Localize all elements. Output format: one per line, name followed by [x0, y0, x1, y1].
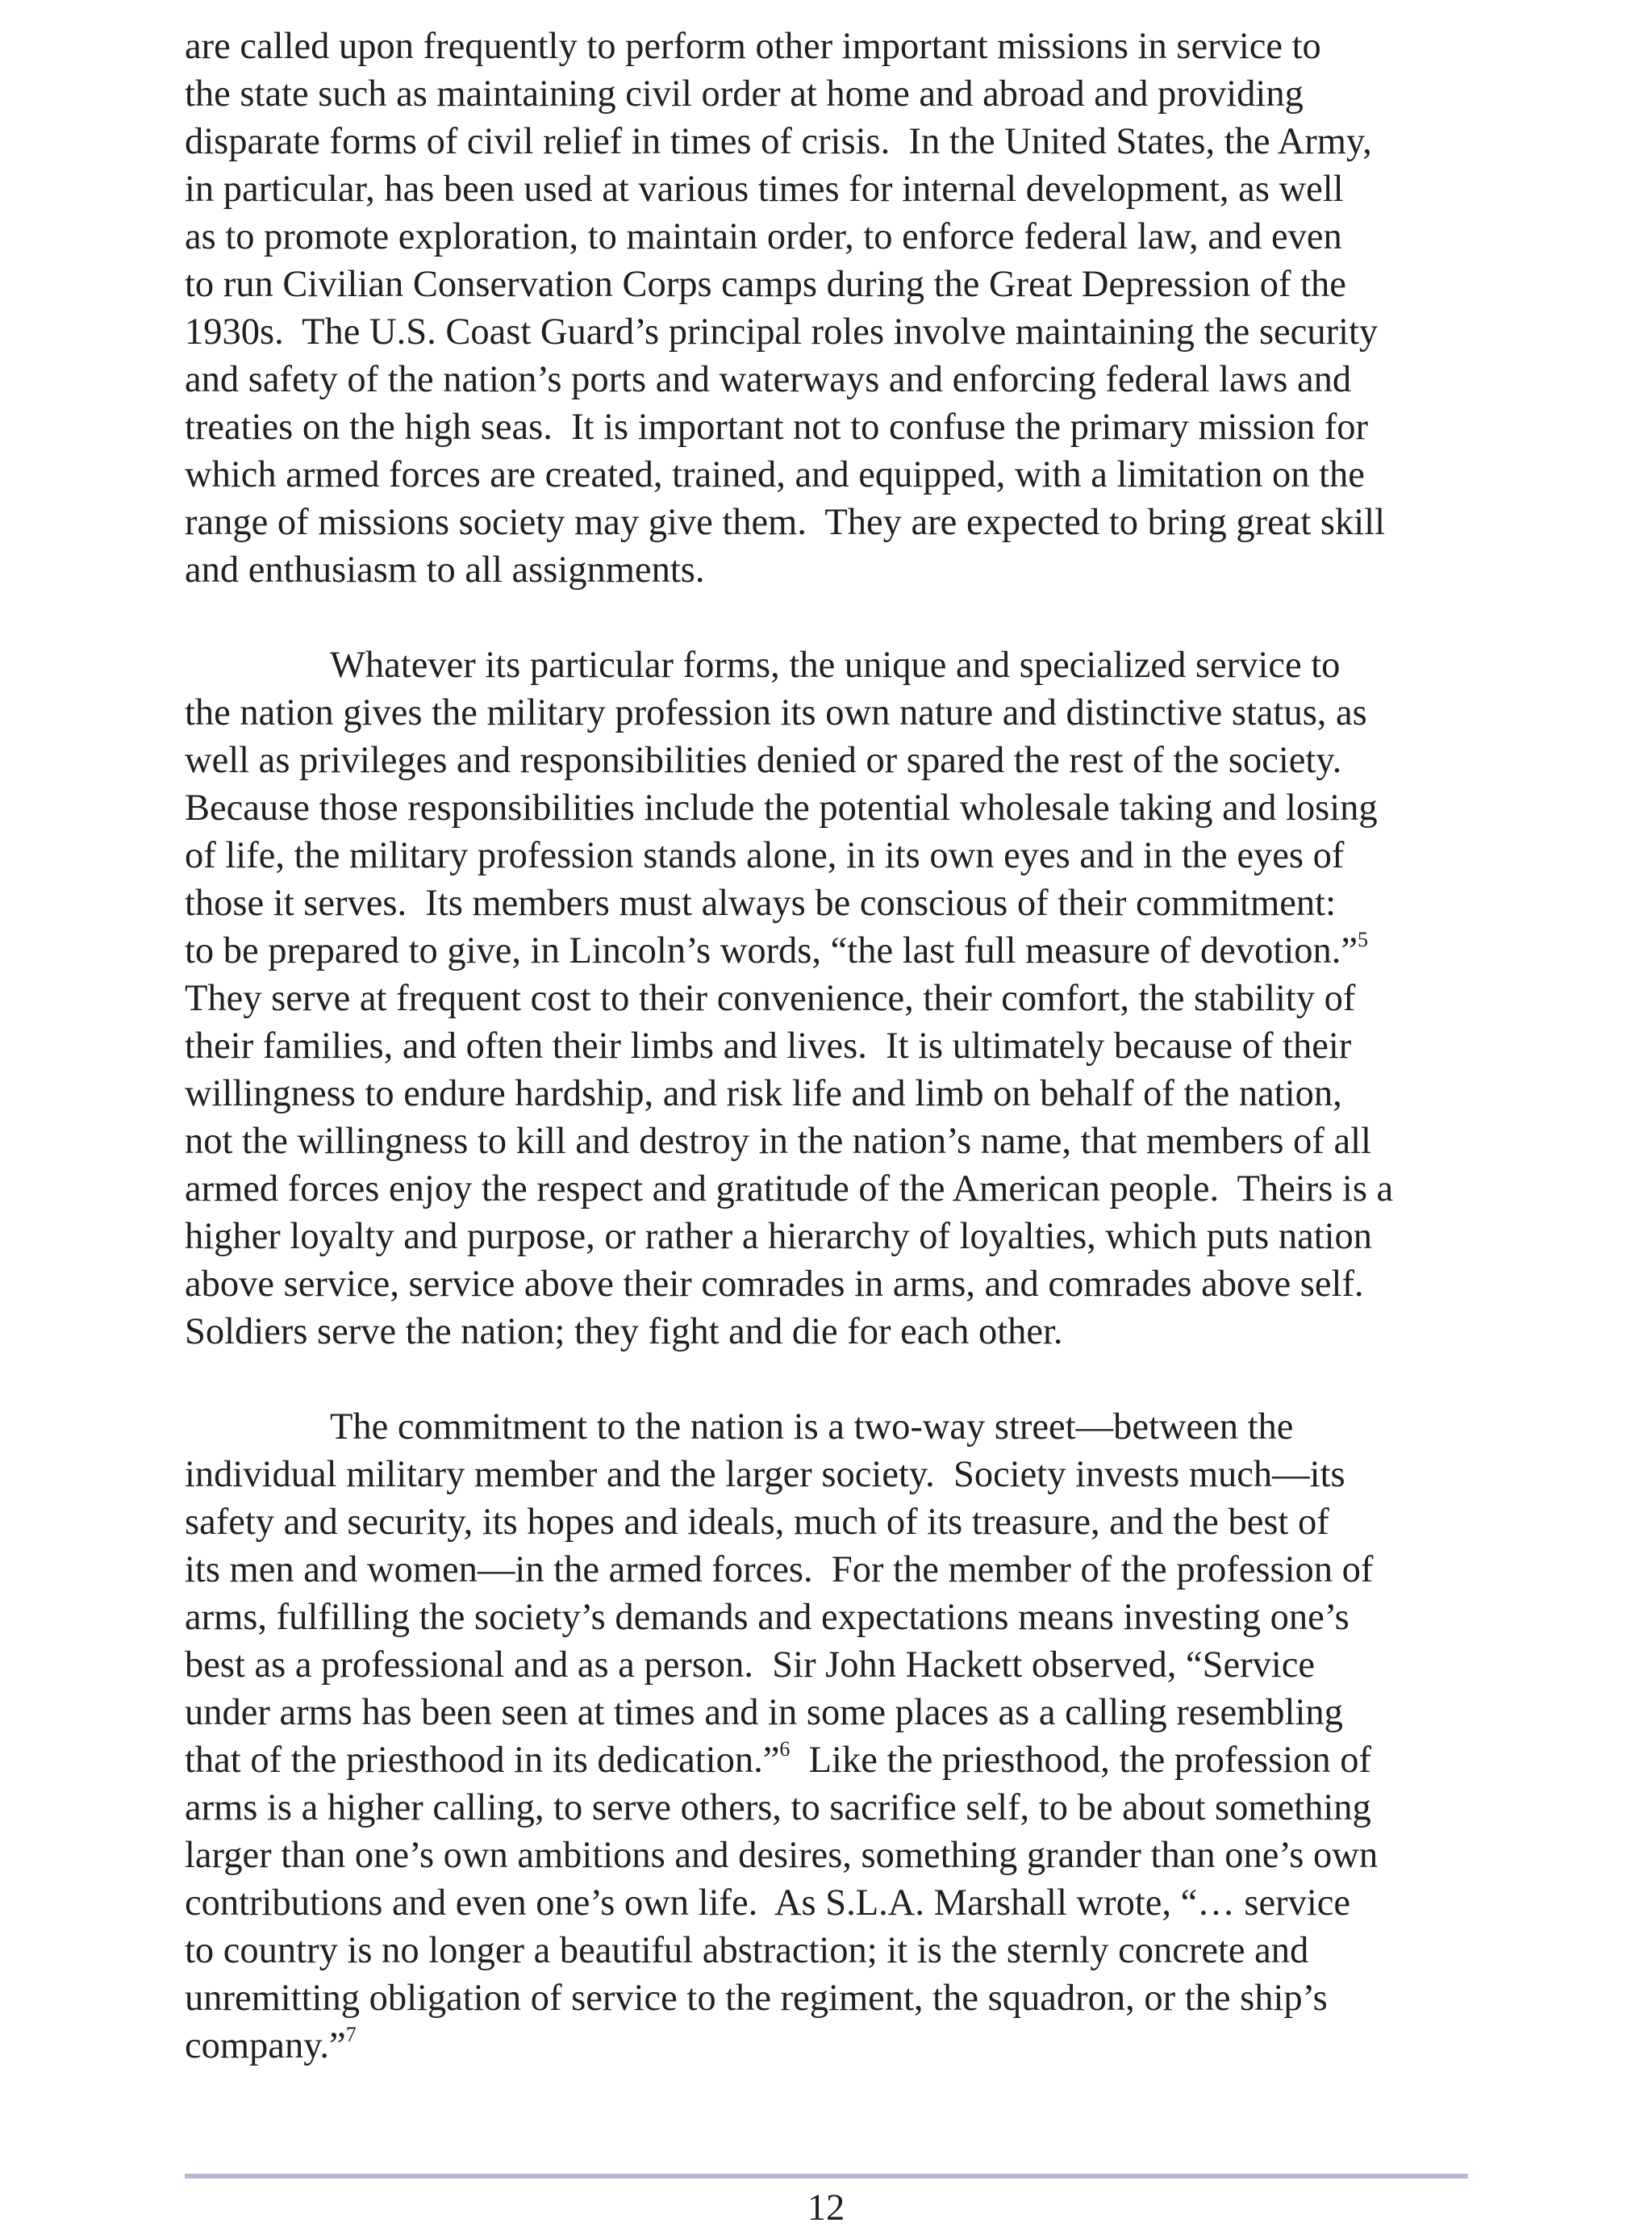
text-line	[185, 23, 1475, 70]
line-text: Whatever its particular forms, the unique and specialized service to	[330, 645, 1341, 686]
line-text: individual military member and the larger society. Society invests much—its	[185, 1454, 1345, 1495]
text-line	[185, 832, 1475, 879]
page-number: 12	[807, 2187, 845, 2229]
text-line	[185, 1974, 1475, 2022]
line-text: which armed forces are created, trained, and equipped, with a limitation on the	[185, 454, 1365, 495]
text-line	[185, 1022, 1475, 1070]
text-line	[185, 1879, 1475, 1927]
line-text-after-footnote: Like the priesthood, the profession of	[790, 1740, 1371, 1781]
text-line	[185, 1165, 1475, 1213]
line-text: safety and security, its hopes and ideals, much of its treasure, and the best of	[185, 1502, 1329, 1543]
text-line	[185, 451, 1475, 499]
text-line	[185, 1784, 1475, 1832]
text-line	[185, 1641, 1475, 1689]
text-line	[185, 784, 1475, 832]
paragraph-gap	[185, 1356, 1475, 1403]
line-text: unremitting obligation of service to the regiment, the squadron, or the ship’s	[185, 1978, 1328, 2019]
text-line	[185, 1451, 1475, 1498]
footnote-reference: 5	[1358, 927, 1369, 951]
line-text: under arms has been seen at times and in some places as a calling resembling	[185, 1692, 1343, 1733]
text-line	[185, 975, 1475, 1022]
text-line	[185, 308, 1475, 356]
line-text: their families, and often their limbs and lives. It is ultimately because of their	[185, 1026, 1352, 1067]
line-text: to run Civilian Conservation Corps camps during the Great Depression of the	[185, 264, 1346, 305]
text-line	[185, 1546, 1475, 1594]
line-text: arms is a higher calling, to serve others, to sacrifice self, to be about something	[185, 1787, 1371, 1828]
text-line	[185, 1213, 1475, 1260]
text-line	[185, 261, 1475, 308]
line-text: in particular, has been used at various times for internal development, as well	[185, 169, 1344, 210]
footnote-reference: 7	[345, 2022, 357, 2046]
line-text: willingness to endure hardship, and risk life and limb on behalf of the nation,	[185, 1073, 1342, 1114]
text-line	[185, 2022, 1475, 2070]
line-text: armed forces enjoy the respect and gratitude of the American people. Theirs is a	[185, 1168, 1394, 1210]
line-text: disparate forms of civil relief in times of crisis. In the United States, the Army,	[185, 121, 1372, 162]
footer-rule	[185, 2174, 1468, 2179]
line-text: and enthusiasm to all assignments.	[185, 549, 705, 591]
line-text: its men and women—in the armed forces. For the member of the profession of	[185, 1549, 1374, 1590]
text-line	[185, 879, 1475, 927]
text-line	[185, 1118, 1475, 1165]
body-text	[185, 23, 1475, 2070]
line-text: Because those responsibilities include the potential wholesale taking and losing	[185, 788, 1378, 829]
text-line	[185, 1689, 1475, 1736]
line-text: are called upon frequently to perform other important missions in service to	[185, 26, 1321, 67]
line-text: to country is no longer a beautiful abstraction; it is the sternly concrete and	[185, 1930, 1309, 1971]
text-line	[185, 927, 1475, 975]
text-line	[185, 689, 1475, 737]
line-text: larger than one’s own ambitions and desires, something grander than one’s own	[185, 1835, 1379, 1876]
text-line	[185, 1308, 1475, 1356]
text-line	[185, 546, 1475, 594]
text-line	[185, 1498, 1475, 1546]
text-line	[185, 1070, 1475, 1118]
line-text: contributions and even one’s own life. As S.L.A. Marshall wrote, “… service	[185, 1882, 1351, 1924]
text-line	[185, 356, 1475, 403]
footnote-reference: 6	[779, 1736, 791, 1761]
text-line	[185, 403, 1475, 451]
line-text: not the willingness to kill and destroy in the nation’s name, that members of all	[185, 1121, 1371, 1162]
line-text: higher loyalty and purpose, or rather a hierarchy of loyalties, which puts nation	[185, 1216, 1373, 1257]
text-line	[185, 1594, 1475, 1641]
line-text: company.”	[185, 2025, 346, 2066]
paragraph-1	[185, 23, 1475, 594]
text-line	[185, 1927, 1475, 1974]
text-line	[185, 1260, 1475, 1308]
text-line	[185, 118, 1475, 165]
line-text: the state such as maintaining civil order at home and abroad and providing	[185, 73, 1304, 115]
text-line	[185, 70, 1475, 118]
paragraph-gap	[185, 594, 1475, 641]
text-line	[185, 1403, 1475, 1451]
line-text: arms, fulfilling the society’s demands and expectations means investing one’s	[185, 1597, 1350, 1638]
text-line	[185, 165, 1475, 213]
line-text: those it serves. Its members must always be conscious of their commitment:	[185, 883, 1337, 924]
line-text: to be prepared to give, in Lincoln’s words, “the last full measure of devotion.”	[185, 930, 1358, 971]
line-text: range of missions society may give them. They are expected to bring great skill	[185, 502, 1386, 543]
line-text: as to promote exploration, to maintain order, to enforce federal law, and even	[185, 216, 1342, 257]
line-text: of life, the military profession stands alone, in its own eyes and in the eyes of	[185, 835, 1345, 876]
line-text: the nation gives the military profession its own nature and distinctive status, as	[185, 692, 1367, 733]
line-text: They serve at frequent cost to their convenience, their comfort, the stability of	[185, 978, 1356, 1019]
line-text: that of the priesthood in its dedication.”	[185, 1740, 780, 1781]
text-line	[185, 213, 1475, 261]
text-line	[185, 499, 1475, 546]
line-text: well as privileges and responsibilities denied or spared the rest of the society.	[185, 740, 1342, 781]
text-line	[185, 1736, 1475, 1784]
line-text: 1930s. The U.S. Coast Guard’s principal roles involve maintaining the security	[185, 311, 1379, 353]
line-text: and safety of the nation’s ports and waterways and enforcing federal laws and	[185, 359, 1352, 400]
text-line	[185, 641, 1475, 689]
line-text: Soldiers serve the nation; they fight and die for each other.	[185, 1311, 1063, 1352]
text-line	[185, 1832, 1475, 1879]
line-text: treaties on the high seas. It is important not to confuse the primary mission for	[185, 407, 1369, 448]
paragraph-2	[185, 641, 1475, 1356]
line-text: best as a professional and as a person. Sir John Hackett observed, “Service	[185, 1644, 1316, 1686]
paragraph-3	[185, 1403, 1475, 2070]
line-text: The commitment to the nation is a two-way street—between the	[330, 1406, 1294, 1448]
text-line	[185, 737, 1475, 784]
line-text: above service, service above their comrades in arms, and comrades above self.	[185, 1264, 1364, 1305]
